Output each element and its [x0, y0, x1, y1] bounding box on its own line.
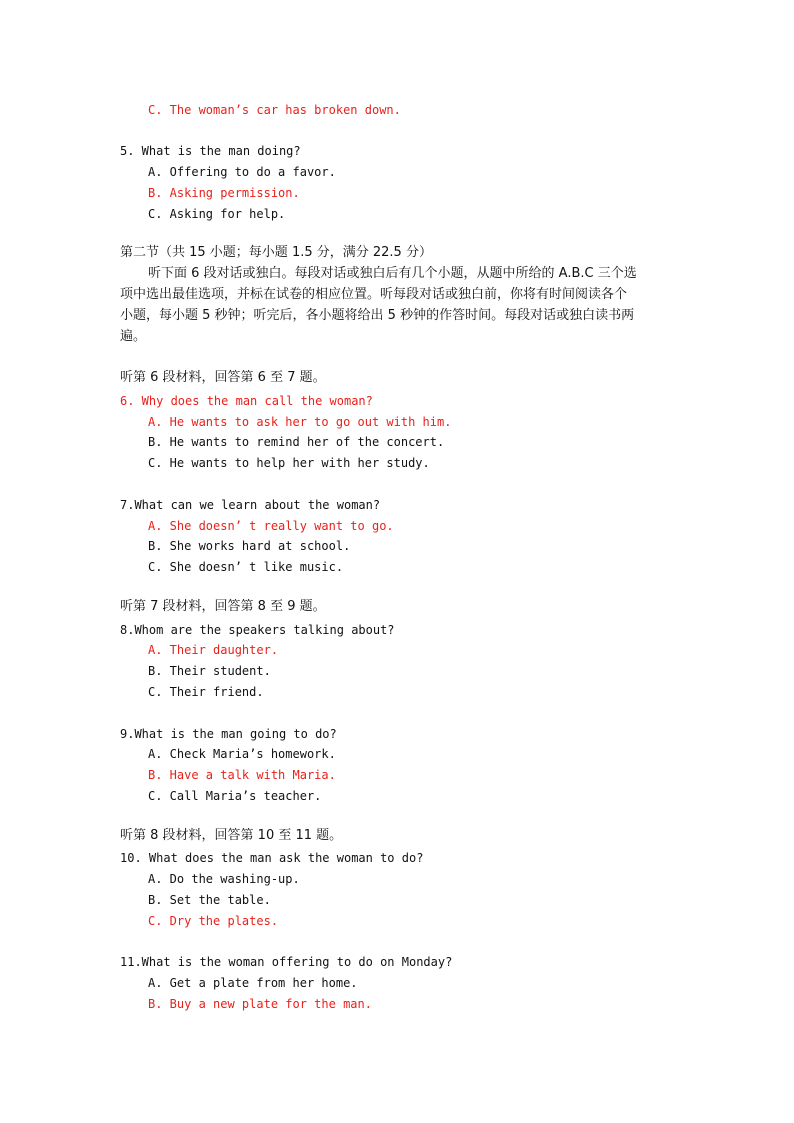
- section2-heading: 第二节（共 15 小题；每小题 1.5 分，满分 22.5 分）: [120, 245, 432, 260]
- material7-heading: 听第 7 段材料，回答第 8 至 9 题。: [120, 599, 326, 614]
- q11-option-b-answer: B. Buy a new plate for the man.: [148, 997, 372, 1011]
- q9-option-b-answer: B. Have a talk with Maria.: [148, 768, 336, 782]
- q5-option-b-answer: B. Asking permission.: [148, 186, 300, 200]
- section2-instruction-line: 遍。: [120, 329, 147, 344]
- material6-heading: 听第 6 段材料，回答第 6 至 7 题。: [120, 370, 326, 385]
- q10-option-b: B. Set the table.: [148, 893, 271, 907]
- q7-question: 7.What can we learn about the woman?: [120, 498, 381, 512]
- q6-question: 6. Why does the man call the woman?: [120, 394, 373, 408]
- q10-option-a: A. Do the washing-up.: [148, 872, 300, 886]
- q9-question: 9.What is the man going to do?: [120, 727, 337, 741]
- q7-option-a-answer: A. She doesn’ t really want to go.: [148, 519, 394, 533]
- q9-option-a: A. Check Maria’s homework.: [148, 747, 336, 761]
- q8-option-b: B. Their student.: [148, 664, 271, 678]
- q5-option-c: C. Asking for help.: [148, 207, 286, 221]
- section2-instruction-line: 听下面 6 段对话或独白。每段对话或独白后有几个小题，从题中所给的 A.B.C 三个选: [148, 266, 637, 281]
- q6-option-a-answer: A. He wants to ask her to go out with him.: [148, 415, 452, 429]
- section2-instruction-line: 项中选出最佳选项，并标在试卷的相应位置。听每段对话或独白前，你将有时间阅读各个: [120, 287, 628, 302]
- q11-question: 11.What is the woman offering to do on Monday?: [120, 955, 453, 969]
- q6-option-c: C. He wants to help her with her study.: [148, 456, 430, 470]
- q9-option-c: C. Call Maria’s teacher.: [148, 789, 322, 803]
- q11-option-a: A. Get a plate from her home.: [148, 976, 358, 990]
- q8-option-c: C. Their friend.: [148, 685, 264, 699]
- q7-option-c: C. She doesn’ t like music.: [148, 560, 344, 574]
- q7-option-b: B. She works hard at school.: [148, 539, 351, 553]
- q8-option-a-answer: A. Their daughter.: [148, 643, 279, 657]
- section2-instruction-line: 小题，每小题 5 秒钟；听完后，各小题将给出 5 秒钟的作答时间。每段对话或独白读书两: [120, 308, 635, 323]
- q4-option-c-answer: C. The woman’s car has broken down.: [148, 103, 401, 117]
- q10-option-c-answer: C. Dry the plates.: [148, 914, 279, 928]
- q5-option-a: A. Offering to do a favor.: [148, 165, 336, 179]
- q6-option-b: B. He wants to remind her of the concert.: [148, 435, 445, 449]
- q5-question: 5. What is the man doing?: [120, 144, 301, 158]
- q8-question: 8.Whom are the speakers talking about?: [120, 623, 395, 637]
- q10-question: 10. What does the man ask the woman to do?: [120, 851, 424, 865]
- material8-heading: 听第 8 段材料，回答第 10 至 11 题。: [120, 828, 343, 843]
